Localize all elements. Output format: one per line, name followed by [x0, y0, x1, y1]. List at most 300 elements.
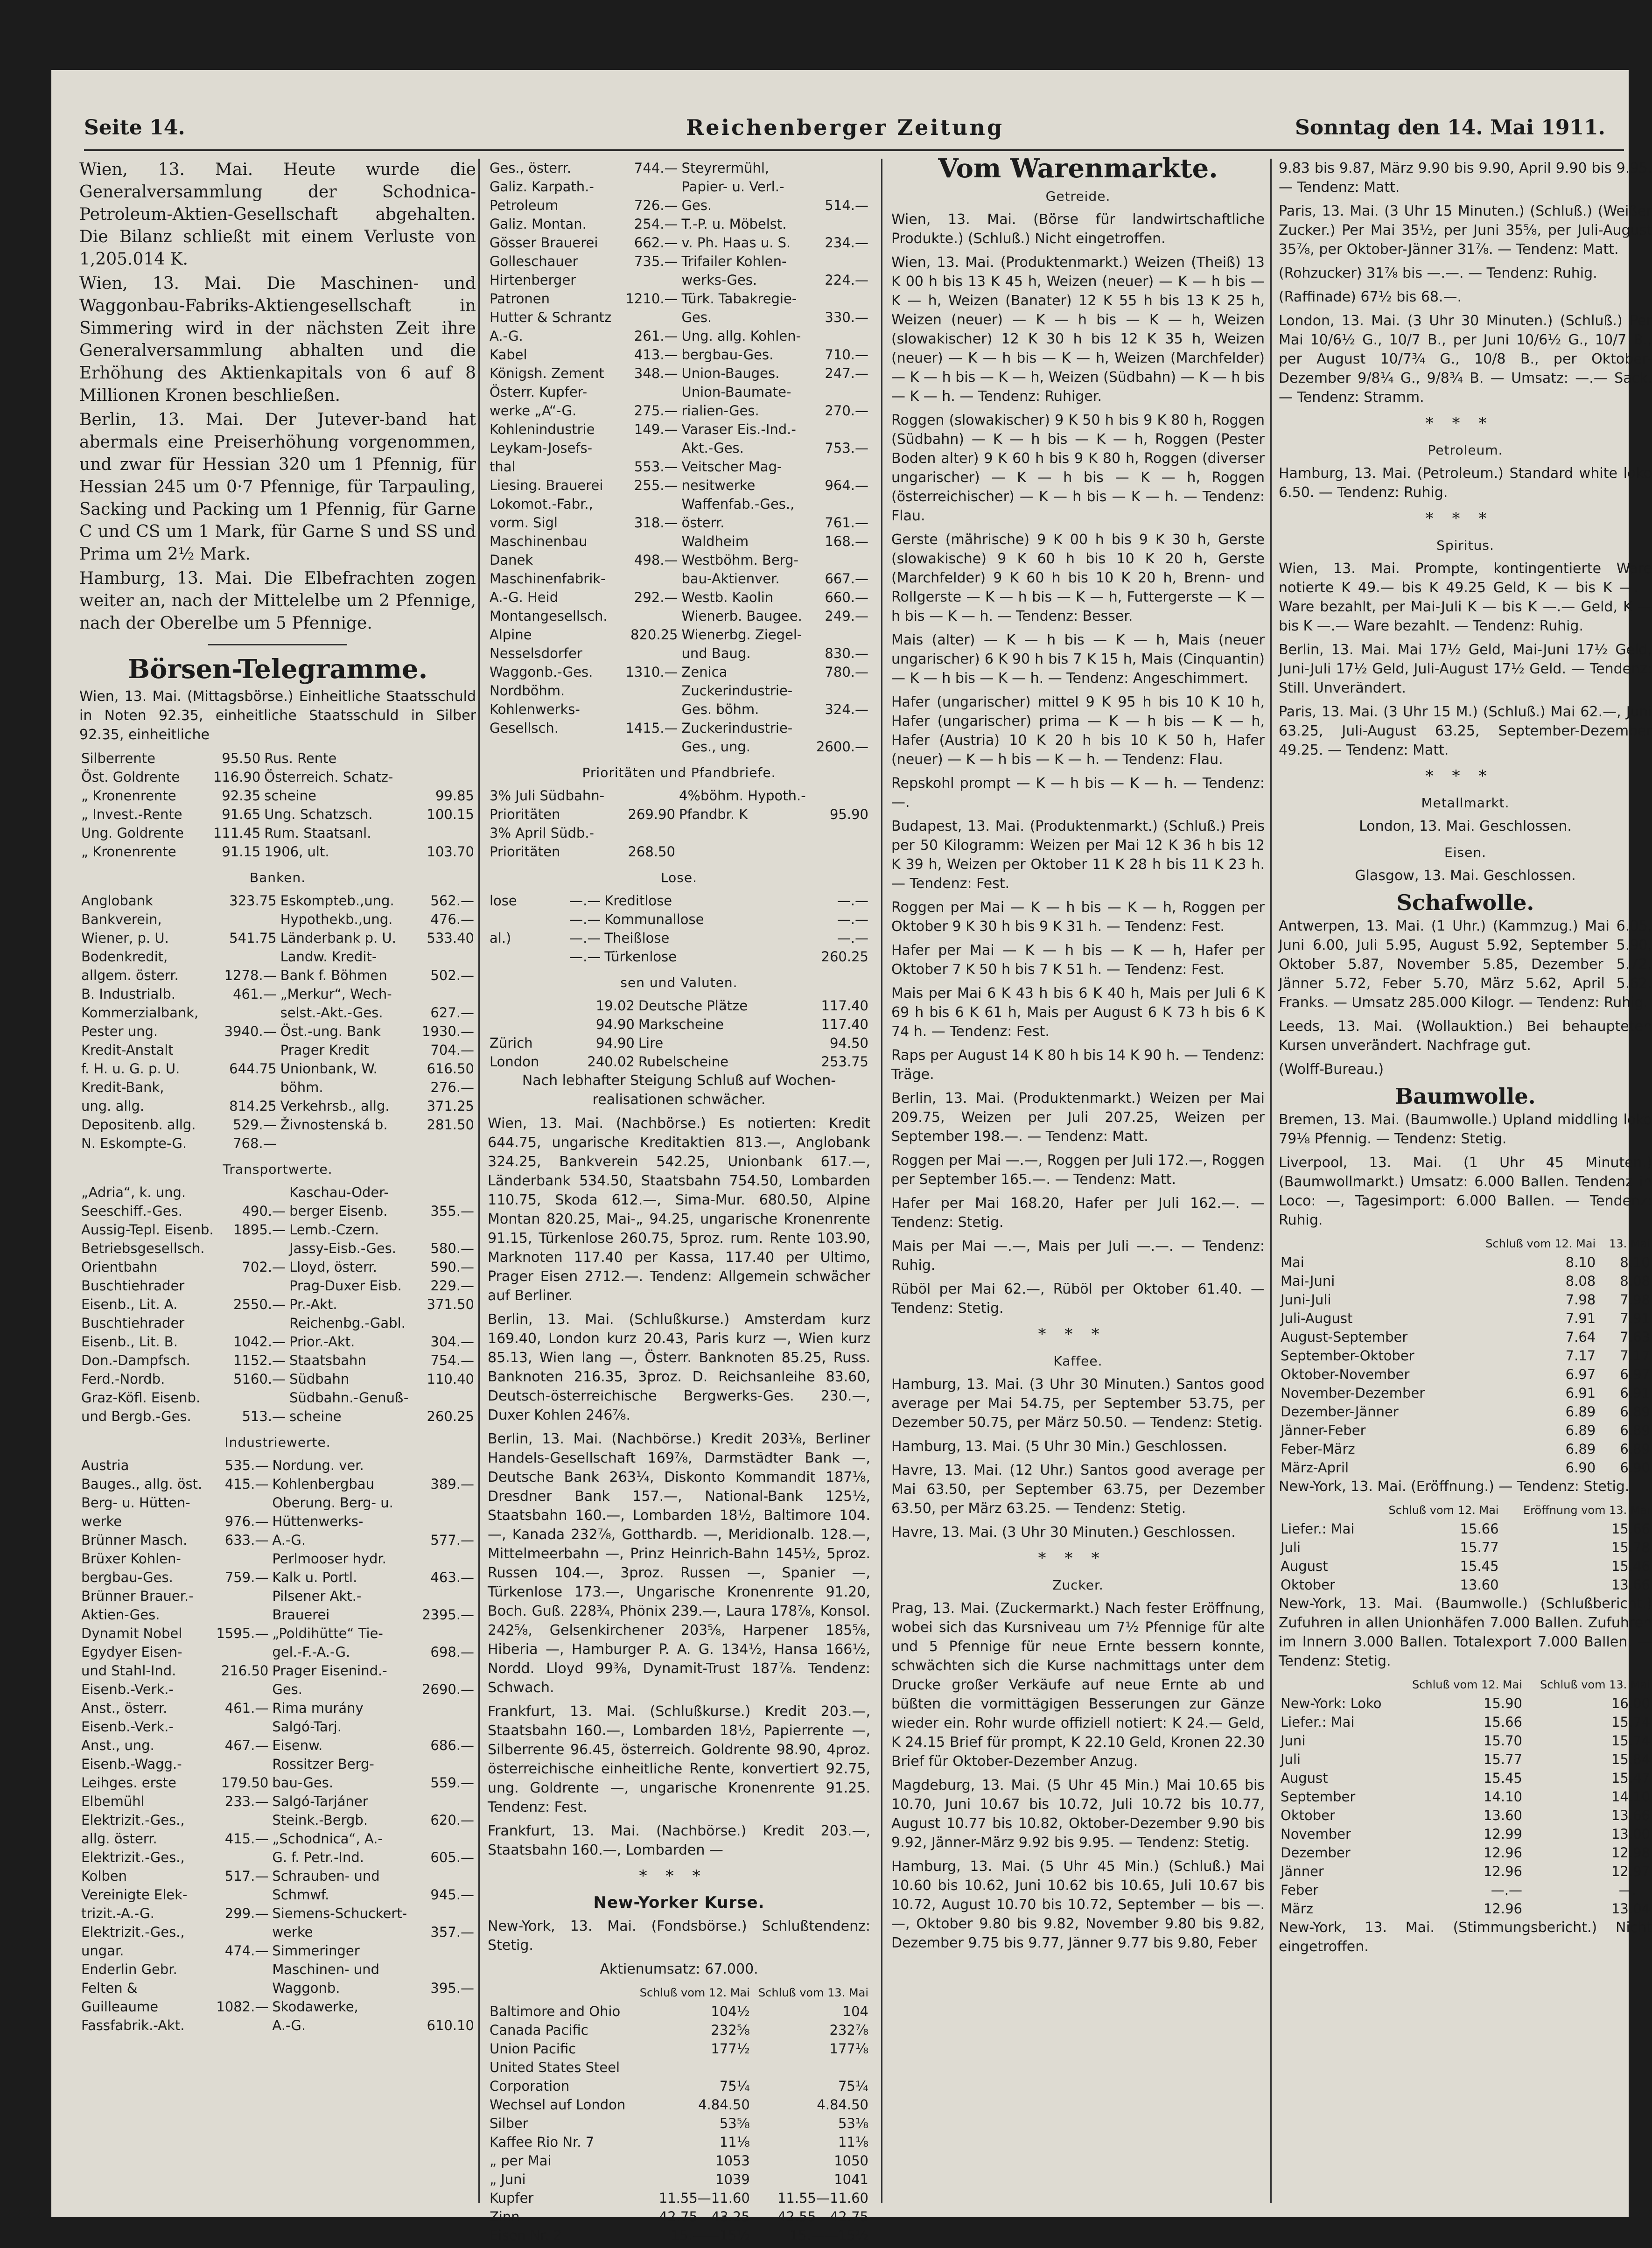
table-row — [79, 966, 476, 985]
quote-value: 1050 — [834, 2153, 868, 2169]
row-label: Juli — [1281, 1540, 1301, 1555]
new-york-closing-table — [1279, 1675, 1652, 1918]
security-name: Lokomot.-Fabr., — [490, 496, 593, 512]
table-row — [1279, 1843, 1652, 1862]
security-name: Buschtiehrader — [81, 1315, 185, 1331]
table-row — [1279, 1440, 1652, 1458]
security-name: Brünner Brauer.- — [81, 1588, 194, 1604]
quote-value: 780.— — [825, 664, 868, 680]
quote-value — [811, 159, 870, 177]
security-name: lose — [490, 893, 517, 909]
quote-value: 513.— — [242, 1408, 286, 1424]
table-row — [1279, 1750, 1652, 1769]
quote-value — [417, 1997, 476, 2016]
table-row — [79, 1624, 476, 1643]
security-name: Markscheine — [638, 1016, 724, 1032]
security-name: Seeschiff.-Ges. — [81, 1203, 182, 1219]
table-row — [1279, 1713, 1652, 1731]
quote-value: 11⅛ — [838, 2134, 868, 2150]
row-label: „ per Mai — [490, 2153, 552, 2169]
quote-value: 75¼ — [838, 2078, 868, 2094]
table-row — [1279, 1825, 1652, 1843]
quote-value: 490.— — [242, 1203, 286, 1219]
row-label: März — [1281, 1901, 1313, 1917]
separator-stars: *** — [1038, 1549, 1118, 1568]
security-name: Eskompteb.,ung. — [280, 893, 394, 909]
section-title: Baumwolle. — [1395, 1084, 1536, 1109]
security-name: Eisenw. — [272, 1737, 323, 1753]
security-name: Waffenfab.-Ges., — [681, 496, 795, 512]
quote-value: 1895.— — [233, 1222, 286, 1238]
quote-value: 6.89 — [1620, 1404, 1650, 1420]
row-label: Feber — [1281, 1882, 1319, 1898]
quote-value — [417, 1624, 476, 1643]
security-name: Živnostenská b. — [280, 1117, 388, 1133]
row-label: August — [1281, 1770, 1328, 1786]
table-row — [488, 996, 870, 1015]
report-paragraph: Rüböl per Mai 62.—, Rüböl per Oktober 61.40. — Tendenz: Stetig. — [891, 1281, 1265, 1317]
security-name: Maschinen- und — [272, 1961, 380, 1977]
quote-value: 216.50 — [221, 1663, 269, 1679]
security-name: A.-G. — [272, 2017, 306, 2033]
quote-value: 104 — [842, 2003, 868, 2019]
table-row — [488, 719, 870, 737]
column-header: Schluß vom 12. Mai — [1485, 1237, 1596, 1250]
quote-value: 8.10 — [1620, 1254, 1650, 1270]
quote-value: 11⅛ — [719, 2134, 750, 2150]
quote-value — [823, 824, 870, 842]
security-name: Aktien-Ges. — [81, 1607, 160, 1623]
table-row — [488, 532, 870, 551]
quote-value — [227, 1276, 287, 1295]
security-name: Leykam-Josefs- — [490, 440, 593, 456]
table-row — [79, 749, 476, 768]
quote-value: 686.— — [430, 1737, 474, 1753]
security-name: Leihges. erste — [81, 1775, 176, 1791]
quote-value: 348.— — [634, 365, 678, 381]
security-name: Prioritäten — [490, 806, 560, 822]
quote-value: 7.91 — [1620, 1310, 1650, 1326]
security-name: Salgó-Tarjáner — [272, 1793, 368, 1809]
security-name: scheine — [264, 788, 316, 804]
report-paragraph: Berlin, 13. Mai. Mai 17½ Geld, Mai-Juni 17½ Geld, Juni-Juli 17½ Geld, Juli-August 17½ Geld. — Tendenz: Still. Unverändert. — [1279, 642, 1652, 696]
table-row — [488, 308, 870, 327]
quote-value — [811, 383, 870, 401]
quote-value: 562.— — [430, 893, 474, 909]
report-paragraph: London, 13. Mai. Geschlossen. — [1359, 818, 1572, 834]
table-row — [79, 842, 476, 861]
security-name: Ges., ung. — [681, 739, 750, 755]
subsection-title: Banken. — [249, 870, 306, 885]
table-row — [79, 1041, 476, 1059]
security-name: Papier- u. Verl.- — [681, 179, 784, 195]
table-row — [488, 2114, 870, 2133]
quote-value — [216, 910, 279, 929]
row-label: Kupfer — [490, 2190, 534, 2206]
security-name: Türk. Tabakregie- — [681, 291, 797, 307]
quote-value: 94.90 — [595, 1035, 635, 1051]
security-name: Eisenb.-Wagg.- — [81, 1756, 182, 1772]
security-name: Silberrente — [81, 750, 155, 766]
table-row — [79, 947, 476, 966]
quote-value: 249.— — [825, 608, 868, 624]
table-row — [79, 1512, 476, 1531]
security-name: Hüttenwerks- — [272, 1513, 364, 1529]
table-row — [79, 1829, 476, 1848]
column-divider — [478, 159, 480, 2203]
security-name: „Poldihütte“ Tie- — [272, 1625, 383, 1641]
row-label: Juni-Juli — [1281, 1292, 1331, 1308]
security-name: gel.-F.-A.-G. — [272, 1644, 350, 1660]
security-name: Ges. — [681, 309, 712, 325]
quote-value: 6.89 — [1565, 1404, 1596, 1420]
quote-value: 75¼ — [719, 2078, 750, 2094]
newspaper-page — [51, 70, 1652, 2243]
report-paragraph: Mais per Mai —.—, Mais per Juli —.—. — Tendenz: Ruhig. — [891, 1238, 1265, 1274]
quote-value: 15.47 — [1611, 1770, 1650, 1786]
quote-value — [823, 786, 870, 805]
security-name: Nesselsdorfer — [490, 645, 582, 661]
quote-value — [417, 1661, 476, 1680]
table-row — [488, 786, 870, 805]
table-row — [488, 439, 870, 457]
security-name: Königsh. Zement — [490, 365, 604, 381]
quote-value: 744.— — [634, 160, 678, 176]
security-name: Ges. — [272, 1681, 303, 1697]
security-name: Steink.-Bergb. — [272, 1812, 368, 1828]
notice: Hamburg, 13. Mai. Die Elbefrachten zogen weiter an, nach der Mittelelbe um 2 Pfennige, nach der Oberelbe um 5 Pfennige. — [79, 569, 476, 633]
quote-value: 42.75—43.25 — [658, 2209, 750, 2225]
column-header: Schluß vom 13. Mai — [1540, 1678, 1650, 1691]
new-york-table — [488, 1983, 870, 2245]
report-paragraph: Paris, 13. Mai. (3 Uhr 15 M.) (Schluß.) Mai 62.—, Juni 63.25, Juli-August 63.25, September-Dezember 49.25. — Tendenz: Matt. — [1279, 704, 1652, 758]
table-row — [79, 1332, 476, 1351]
quote-value: —.— — [837, 893, 868, 909]
security-name: 4%böhm. Hypoth.- — [679, 788, 806, 804]
quote-value — [413, 985, 476, 1003]
security-name: Jassy-Eisb.-Ges. — [289, 1240, 397, 1256]
spiritus-reports — [1279, 559, 1652, 760]
transport-table — [79, 1183, 476, 1426]
quote-value: 16.00 — [1611, 1695, 1650, 1711]
table-row — [1279, 1328, 1652, 1346]
security-name: „ Kronenrente — [81, 788, 176, 804]
baumwolle-reports — [1279, 1110, 1652, 1230]
quote-value: 117.40 — [821, 998, 868, 1014]
quote-value: 232⅝ — [711, 2022, 750, 2038]
quote-value: 15.66 — [1611, 1521, 1650, 1537]
quote-value — [621, 177, 680, 196]
table-row — [488, 420, 870, 439]
table-row — [79, 1078, 476, 1097]
security-name — [488, 996, 564, 1015]
row-label: August-September — [1281, 1329, 1408, 1345]
table-row — [1279, 1290, 1652, 1309]
table-row — [488, 805, 870, 824]
quote-value: 330.— — [825, 309, 868, 325]
column-1 — [79, 159, 476, 2035]
security-name: „Merkur“, Wech- — [280, 986, 392, 1002]
report-paragraph: Havre, 13. Mai. (3 Uhr 30 Minuten.) Geschlossen. — [891, 1524, 1236, 1541]
quote-value: 15.66 — [1460, 1521, 1499, 1537]
security-name: Patronen — [490, 291, 550, 307]
quote-value — [811, 625, 870, 644]
security-name: Union-Baumate- — [681, 384, 791, 400]
security-name: Nordböhm. — [490, 683, 565, 699]
quote-value: 6.89 — [1620, 1441, 1650, 1457]
security-name: Siemens-Schuckert- — [272, 1905, 407, 1921]
quote-value: 710.— — [825, 347, 868, 363]
table-row — [488, 2207, 870, 2226]
security-name: Landw. Kredit- — [280, 949, 377, 965]
quote-value: 6.97 — [1620, 1366, 1650, 1382]
security-name: Brüxer Kohlen- — [81, 1551, 181, 1567]
subsection-title: Zucker. — [1052, 1577, 1104, 1593]
quote-value: 616.50 — [427, 1061, 474, 1077]
report-paragraph: Repskohl prompt — K — h bis — K — h. — Tendenz: —. — [891, 775, 1265, 811]
security-name: bau-Aktienver. — [681, 571, 780, 587]
row-label: Mai — [1281, 1254, 1304, 1270]
quote-value — [211, 1587, 270, 1605]
table-row — [79, 1388, 476, 1407]
table-row — [79, 2016, 476, 2035]
security-name: Länderbank p. U. — [280, 930, 396, 946]
quote-value: 945.— — [430, 1887, 474, 1903]
row-label: Oktober — [1281, 1577, 1335, 1593]
security-name: Brauerei — [272, 1607, 330, 1623]
column-2 — [488, 159, 870, 2245]
section-rule — [208, 644, 347, 645]
report-paragraph: Budapest, 13. Mai. (Produktenmarkt.) (Schluß.) Preis per 50 Kilogramm: Weizen per Mai 12 K 36 h bis 12 K 39 h, Weizen per Oktober 11 K 28 h bis 11 K 23 h. — Tendenz: Fest. — [891, 818, 1265, 892]
quote-value: 261.— — [634, 328, 678, 344]
row-label: Juli — [1281, 1751, 1301, 1767]
quote-value: 15.74 — [1611, 1714, 1650, 1730]
security-name: Eisenb., Lit. A. — [81, 1296, 178, 1312]
security-name: Pr.-Akt. — [289, 1296, 337, 1312]
security-name: trizit.-A.-G. — [81, 1905, 154, 1921]
security-name: werke — [272, 1924, 313, 1940]
section-title: Börsen-Telegramme. — [127, 654, 428, 685]
report-paragraph: (Wolff-Bureau.) — [1279, 1061, 1384, 1078]
quote-value — [216, 947, 279, 966]
quote-value — [621, 737, 680, 756]
table-row — [1279, 1576, 1652, 1594]
separator-stars: *** — [1038, 1325, 1118, 1344]
security-name: Guilleaume — [81, 1999, 159, 2015]
quote-value: 8.08 — [1565, 1273, 1596, 1289]
quote-value — [621, 308, 680, 327]
table-row — [488, 2133, 870, 2151]
table-row — [79, 1475, 476, 1493]
quote-value: 2550.— — [233, 1296, 286, 1312]
row-label: Mai-Juni — [1281, 1273, 1335, 1289]
quote-value: 299.— — [224, 1905, 269, 1921]
subsection-title: Prioritäten und Pfandbriefe. — [582, 765, 776, 780]
table-row — [488, 2189, 870, 2207]
quote-value — [211, 1811, 270, 1829]
quote-value: 461.— — [233, 986, 277, 1002]
security-name: Nordung. ver. — [272, 1457, 364, 1473]
quote-value — [216, 1003, 279, 1022]
subsection-title: Metallmarkt. — [1421, 795, 1510, 811]
report-paragraph: Frankfurt, 13. Mai. (Schlußkurse.) Kredit 203.—, Staatsbahn 160.—, Lombarden 18½, Papierrente —, Silberrente 96.45, österreich. Goldrente 98.90, 4proz. österreichische einheitliche Rente, konvertiert 92.75, ung. Goldrente —, ungarische Kronenrente 91.25. Tendenz: Fest. — [488, 1703, 870, 1815]
table-row — [79, 805, 476, 824]
quote-value: 1930.— — [421, 1023, 474, 1039]
security-name: Lemb.-Czern. — [289, 1222, 379, 1238]
security-name: Brünner Masch. — [81, 1532, 188, 1548]
table-row — [1279, 1384, 1652, 1402]
quote-value: 759.— — [224, 1569, 269, 1585]
quote-value: 553.— — [634, 459, 678, 475]
subsection-title: Eisen. — [1444, 845, 1486, 860]
row-label: Wechsel auf London — [490, 2097, 626, 2113]
quote-value: 517.— — [224, 1868, 269, 1884]
quote-value: 168.— — [825, 533, 868, 549]
security-name: Lloyd, österr. — [289, 1259, 377, 1275]
security-name: Ges., österr. — [490, 160, 572, 176]
security-name: Fassfabrik.-Akt. — [81, 2017, 185, 2033]
column-divider — [1270, 159, 1272, 2203]
notice: Wien, 13. Mai. Die Maschinen- und Waggonbau-Fabriks-Aktiengesellschaft in Simmering wird in der nächsten Zeit ihre Generalversammlung abhalten und die Erhöhung des Aktienkapitals von 6 auf 8 Millionen Kronen beschließen. — [79, 274, 476, 405]
table-row — [488, 2151, 870, 2170]
subsection-title: Transportwerte. — [223, 1162, 333, 1177]
report-paragraph: Roggen per Mai — K — h bis — K — h, Roggen per Oktober 9 K 30 h bis 9 K 31 h. — Tendenz: Fest. — [891, 899, 1265, 935]
quote-value: 413.— — [634, 347, 678, 363]
report-paragraph: Roggen (slowakischer) 9 K 50 h bis 9 K 80 h, Roggen (Südbahn) — K — h bis — K — h, Roggen (Pester Boden alter) 9 K 60 h bis 9 K 80 h, Roggen (diverser ungarischer) — K — h bis — K — h, Roggen (österreichischer) — K — h bis — K — h. — Tendenz: Flau. — [891, 412, 1265, 524]
security-name: böhm. — [280, 1079, 323, 1095]
quote-value — [621, 532, 680, 551]
table-row — [1279, 1253, 1652, 1272]
report-paragraph: Hafer per Mai — K — h bis — K — h, Hafer per Oktober 7 K 50 h bis 7 K 51 h. — Tendenz: Fest. — [891, 942, 1265, 978]
quote-value: 104½ — [711, 2003, 750, 2019]
table-row — [488, 2002, 870, 2021]
row-label: Dezember — [1281, 1845, 1351, 1861]
liverpool-table — [1279, 1234, 1652, 1477]
quote-value: 1278.— — [224, 967, 277, 983]
quote-value: 318.— — [634, 515, 678, 531]
table-row — [79, 1680, 476, 1699]
quote-value: 14.10 — [1483, 1789, 1522, 1805]
security-name: N. Eskompte-G. — [81, 1135, 187, 1151]
quote-value: 229.— — [430, 1278, 474, 1294]
table-row — [488, 495, 870, 513]
quote-value: 12.97 — [1611, 1863, 1650, 1879]
table-row — [488, 625, 870, 644]
quote-value: 177⅛ — [829, 2041, 868, 2057]
security-name: Rubelscheine — [638, 1054, 728, 1070]
quote-value: 15.77 — [1483, 1751, 1522, 1767]
security-name: Staatsbahn — [289, 1352, 366, 1368]
quote-value — [417, 824, 476, 842]
quote-value — [621, 644, 680, 663]
table-row — [488, 2095, 870, 2114]
table-row — [79, 1183, 476, 1202]
table-row — [79, 824, 476, 842]
quote-value: 644.75 — [229, 1061, 277, 1077]
table-row — [79, 1755, 476, 1773]
security-name: Zuckerindustrie- — [681, 720, 793, 736]
quote-value: 233.— — [224, 1793, 269, 1809]
row-label: März-April — [1281, 1460, 1349, 1476]
table-header-row — [1279, 1234, 1652, 1253]
report-paragraph: (Raffinade) 67½ bis 68.—. — [1279, 289, 1462, 305]
table-row — [79, 1699, 476, 1717]
quote-value — [811, 420, 870, 439]
quote-value — [417, 1941, 476, 1960]
row-label: Kaffee Rio Nr. 7 — [490, 2134, 595, 2150]
table-row — [79, 1979, 476, 1997]
quote-value — [211, 1755, 270, 1773]
security-name: thal — [490, 459, 516, 475]
quote-value: 94.50 — [829, 1035, 868, 1051]
quote-value — [420, 1220, 476, 1239]
quote-value: 1152.— — [233, 1352, 286, 1368]
quote-value: —.— — [569, 949, 601, 965]
quote-value: 15.——15½ — [789, 2227, 868, 2243]
security-name: und Baug. — [681, 645, 751, 661]
report-paragraph: Liverpool, 13. Mai. (1 Uhr 45 Minuten.) (Baumwollmarkt.) Umsatz: 6.000 Ballen. Tendenz in Loco: —, Tagesimport: 6.000 Ballen. — Tendenz: Ruhig. — [1279, 1155, 1652, 1228]
security-name: Kreditlose — [604, 893, 672, 909]
quote-value — [216, 1041, 279, 1059]
quote-value: 268.50 — [628, 844, 675, 860]
security-name: Danek — [490, 552, 533, 568]
quote-value: 1082.— — [216, 1999, 269, 2015]
security-name: bergbau-Ges. — [681, 347, 774, 363]
security-name: Lire — [638, 1035, 664, 1051]
security-name: Simmeringer — [272, 1943, 360, 1959]
quote-value: 13.00 — [1611, 1826, 1650, 1842]
quote-value: 735.— — [634, 253, 678, 269]
security-name: Türkenlose — [604, 949, 677, 965]
quote-value — [620, 786, 677, 805]
security-name — [677, 824, 823, 842]
table-row — [488, 345, 870, 364]
quote-value: 5160.— — [233, 1371, 286, 1387]
quote-value: 304.— — [430, 1334, 474, 1350]
row-label: Union Pacific — [490, 2041, 576, 2057]
quote-value: 559.— — [430, 1775, 474, 1791]
table-row — [488, 681, 870, 700]
security-name: allg. österr. — [81, 1831, 157, 1847]
report-paragraph: Gerste (mährische) 9 K 00 h bis 9 K 30 h, Gerste (slowakische) 9 K 60 h bis 10 K 20 h, Gerste (Marchfelder) 9 K 60 h bis 10 K 20 h, Brenn- und Rollgerste — K — h bis — K — h, Futtergerste — K — h bis — K — h. — Tendenz: Besser. — [891, 532, 1265, 624]
row-label: Jänner — [1281, 1863, 1324, 1879]
security-name: Oberung. Berg- u. — [272, 1495, 393, 1511]
industrie-table — [79, 1456, 476, 2035]
separator-stars: *** — [1425, 509, 1505, 528]
report-paragraph: New-York, 13. Mai. (Stimmungsbericht.) Nicht eingetroffen. — [1279, 1919, 1652, 1955]
quote-value: 662.— — [634, 235, 678, 251]
page-number: Seite 14. — [84, 116, 185, 140]
table-row — [79, 1407, 476, 1426]
column-header: Schluß vom 12. Mai — [639, 1986, 750, 1999]
table-row — [79, 1941, 476, 1960]
security-name: Galiz. Montan. — [490, 216, 587, 232]
table-row — [488, 215, 870, 233]
quote-value: 13.04 — [1611, 1901, 1650, 1917]
security-name: Depositenb. allg. — [81, 1117, 196, 1133]
security-name: Pilsener Akt.- — [272, 1588, 362, 1604]
new-york-opening-table — [1279, 1501, 1652, 1594]
quote-value: 240.02 — [587, 1054, 635, 1070]
quote-value: 2600.— — [816, 739, 868, 755]
security-name: Wienerbg. Ziegel- — [681, 627, 802, 643]
table-row — [79, 1717, 476, 1736]
security-name: bergbau-Ges. — [81, 1569, 173, 1585]
table-row — [488, 929, 870, 947]
quote-value — [420, 1183, 476, 1202]
table-row — [79, 1202, 476, 1220]
quote-value: 371.50 — [427, 1296, 474, 1312]
